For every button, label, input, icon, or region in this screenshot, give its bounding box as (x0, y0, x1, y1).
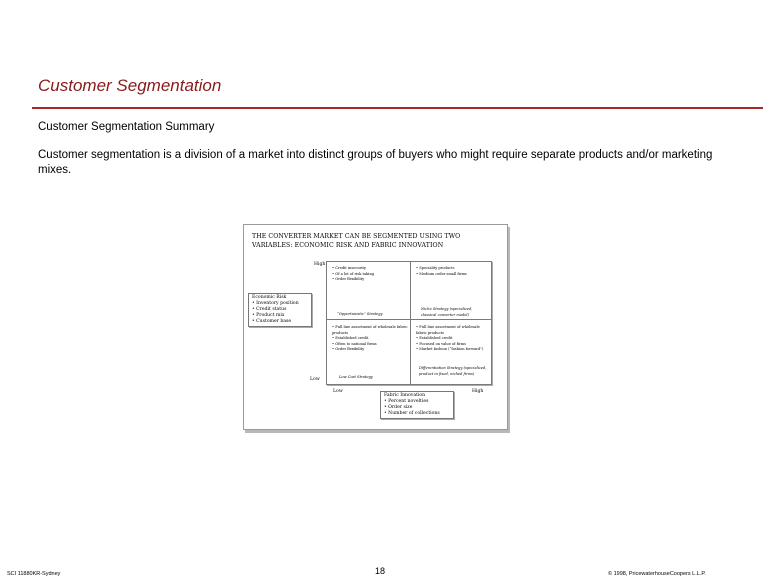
quadrant-bottom-right (410, 319, 492, 385)
page-number: 18 (375, 566, 386, 576)
quadrant-top-right-bullets (416, 266, 488, 277)
quadrant-bottom-left-label: Low Cost Strategy (339, 375, 373, 379)
list-item: • Credit status (252, 307, 308, 313)
fabric-innovation-box (380, 391, 454, 419)
y-axis-low-label: Low (310, 377, 320, 382)
page-title: Customer Segmentation (38, 76, 222, 95)
economic-risk-heading: Economic Risk (252, 295, 287, 300)
list-item: • Number of collections (384, 411, 450, 417)
list-item: • Full line assortment of wholesale fabric products (416, 325, 488, 336)
list-item: • Order size (384, 405, 450, 411)
quadrant-bottom-left (326, 319, 412, 385)
figure-title: THE CONVERTER MARKET CAN BE SEGMENTED USING TWO VARIABLES: ECONOMIC RISK AND FABRIC INNOVATION (252, 233, 461, 249)
quadrant-top-left (326, 261, 412, 321)
list-item: • Established credit (332, 336, 408, 342)
fabric-innovation-heading: Fabric Innovation (384, 393, 426, 398)
footer-copyright: © 1998, PricewaterhouseCoopers L.L.P. (608, 571, 706, 577)
list-item: • Speciality products (416, 266, 488, 272)
list-item: • Focused on value of firms (416, 342, 488, 348)
y-axis-high-label: High (314, 262, 326, 267)
list-item: • Of a lot of risk taking (332, 272, 408, 278)
list-item: • Inventory position (252, 301, 308, 307)
list-item: • Order flexibility (332, 347, 408, 353)
list-item: • Often to national firms (332, 342, 408, 348)
quadrant-bottom-left-bullets (332, 325, 408, 353)
quadrant-top-right (410, 261, 492, 321)
quadrant-top-left-bullets (332, 266, 408, 283)
title-divider (32, 107, 763, 109)
quadrant-bottom-right-bullets (416, 325, 488, 353)
segmentation-figure (243, 224, 508, 430)
footer-reference: SCI 11880KR-Sydney (7, 571, 61, 577)
list-item: • Market fashion (“fashion forward”) (416, 347, 488, 353)
body-paragraph: Customer segmentation is a division of a market into distinct groups of buyers who might require separate products and/or marketing mixes. (38, 149, 713, 176)
section-subtitle: Customer Segmentation Summary (38, 121, 215, 133)
list-item: • Credit insecurity (332, 266, 408, 272)
quadrant-top-right-label: Niche Strategy (specialized, classical converter model) (421, 307, 473, 317)
quadrant-bottom-right-label: Differentiation Strategy (specialized, product in fixed, niched firms) (419, 366, 487, 376)
list-item: • Full line assortment of wholesale fabric products (332, 325, 408, 336)
economic-risk-box (248, 293, 312, 327)
x-axis-low-label: Low (333, 389, 343, 394)
list-item: • Medium order small firms (416, 272, 488, 278)
x-axis-high-label: High (472, 389, 484, 394)
list-item: • Established credit (416, 336, 488, 342)
quadrant-top-left-label: “Opportunistic” Strategy (337, 312, 383, 316)
list-item: • Order flexibility (332, 277, 408, 283)
list-item: • Percent novelties (384, 399, 450, 405)
list-item: • Customer base (252, 319, 308, 325)
list-item: • Product mix (252, 313, 308, 319)
